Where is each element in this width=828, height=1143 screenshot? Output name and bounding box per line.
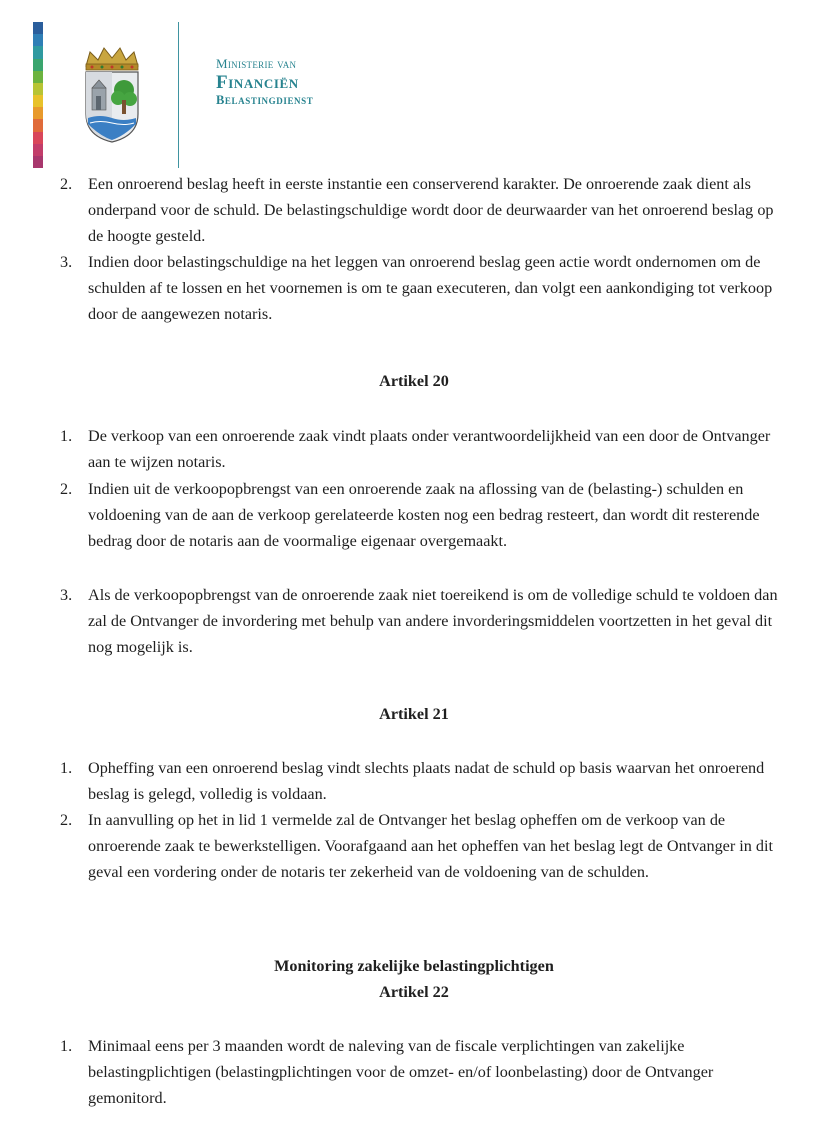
ministry-line-2: Financiën	[216, 72, 299, 93]
ministry-line-1: Ministerie van	[216, 56, 297, 71]
coat-of-arms-crest-icon	[80, 44, 144, 144]
list-item-number: 2.	[60, 175, 73, 193]
article-heading: Artikel 21	[379, 705, 449, 723]
list-item-text: Minimaal eens per 3 maanden wordt de naleving van de fiscale verplichtingen van zakelijke belastingplichtigen (belastingplichtingen voor de omzet- en/of loonbelasting) door de Ontvanger gemonitord.	[88, 1037, 714, 1107]
list-item-text: Opheffing van een onroerend beslag vindt slechts plaats nadat de schuld op basis waarvan het onroerend beslag is gelegd, volledig is voldaan.	[88, 759, 765, 803]
list-item-text: In aanvulling op het in lid 1 vermelde zal de Ontvanger het beslag opheffen om de verkoop van de onroerende zaak te bewerkstelligen. Voorafgaand aan het opheffen van het beslag legt de Ontvanger in dit geval een vordering onder de notaris ter zekerheid van de voldoening van de schulden.	[88, 811, 774, 881]
ministry-name	[216, 57, 313, 107]
list-item-text: Een onroerend beslag heeft in eerste instantie een conserverend karakter. De onroerende zaak dient als onderpand voor de schuld. De belastingschuldige wordt door de deurwaarder van het onroerend beslag op de hoogte gesteld.	[88, 175, 774, 245]
list-item	[60, 423, 788, 475]
list-item	[60, 171, 788, 249]
list-item	[60, 807, 788, 885]
section-subheading: Monitoring zakelijke belastingplichtigen	[274, 957, 554, 975]
list-item-number: 1.	[60, 427, 73, 445]
article-heading: Artikel 20	[379, 372, 449, 390]
list-item-text: Indien door belastingschuldige na het leggen van onroerend beslag geen actie wordt ondernomen om de schulden af te lossen en het voornemen is om te gaan executeren, dan volgt een aankondiging tot verkoop door de aangewezen notaris.	[88, 253, 773, 323]
list-item	[60, 755, 788, 807]
list-item-text: Indien uit de verkoopopbrengst van een onroerende zaak na aflossing van de (belasting-) schulden en voldoening van de aan de verkoop gerelateerde kosten nog een bedrag resteert, dan wordt dit resterende bedrag door de notaris aan de voormalige eigenaar overgemaakt.	[88, 480, 760, 550]
list-item-number: 1.	[60, 1037, 73, 1055]
list-item-number: 2.	[60, 811, 73, 829]
article-heading: Artikel 22	[379, 983, 449, 1001]
brand-color-bar	[33, 22, 43, 168]
list-item-number: 3.	[60, 586, 73, 604]
list-item	[60, 476, 788, 554]
list-item-text: Als de verkoopopbrengst van de onroerende zaak niet toereikend is om de volledige schuld te voldoen dan zal de Ontvanger de invordering met behulp van andere invorderingsmiddelen voortzetten in het geval dit nog mogelijk is.	[88, 586, 778, 656]
list-item-number: 1.	[60, 759, 73, 777]
ministry-line-3: Belastingdienst	[216, 93, 314, 107]
list-item	[60, 1033, 788, 1111]
list-item-number: 3.	[60, 253, 73, 271]
list-item-number: 2.	[60, 480, 73, 498]
list-item	[60, 249, 788, 327]
list-item-text: De verkoop van een onroerende zaak vindt plaats onder verantwoordelijkheid van een door de Ontvanger aan te wijzen notaris.	[88, 427, 771, 471]
header-divider	[178, 22, 179, 168]
list-item	[60, 582, 788, 660]
